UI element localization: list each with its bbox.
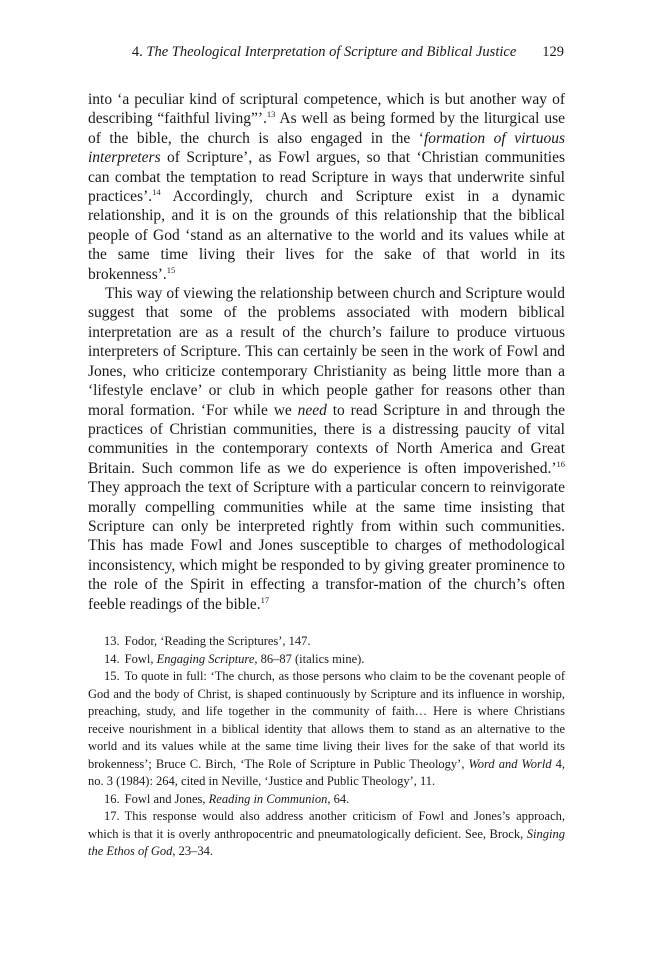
footnote-17: 17. This response would also address another criticism of Fowl and Jones’s approach, which is that it is overly anthropocentric and pneumatologically deficient. See, Brock, Singing the Ethos of God, 23–34.: [88, 809, 565, 858]
running-header: [88, 44, 564, 61]
chapter-title: The Theological Interpretation of Scripture and Biblical Justice: [146, 44, 517, 60]
footnote-14: 14. Fowl, Engaging Scripture, 86–87 (italics mine).: [104, 651, 365, 666]
footnotes: [88, 633, 565, 861]
footnote-ref-17: 17: [260, 594, 270, 605]
footnote-15: 15. To quote in full: ‘The church, as those persons who claim to be the covenant people of God and the body of Christ, is shaped continuously by Scripture and its influence in worship, preaching, study, and life together in the community of faith… Here is where Christians receive nourishment in a biblical identity that allows them to stand as an alternative to the world and its values while at the same time living their lives for the sake of that world its brokenness’; Bruce C. Birch, ‘The Role of Scripture in Public Theology’, Word and World 4, no. 3 (1984): 264, cited in Neville, ‘Justice and Public Theology’, 11.: [88, 669, 565, 788]
page-number: 129: [542, 44, 564, 60]
footnote-16: 16. Fowl and Jones, Reading in Communion, 64.: [104, 791, 350, 806]
footnote-ref-16: 16: [556, 458, 565, 469]
footnote-ref-13: 13: [266, 109, 276, 120]
paragraph-1: into ‘a peculiar kind of scriptural competence, which is but another way of describing “faithful living”’.$^{13}$ As well as being formed by the liturgical use of the bible, the church is also engaged in the ‘formation of virtuous interpreters of Scripture’, as Fowl argues, so that ‘Christian communities can combat the temptation to read Scripture in ways that underwrite sinful practices’.$^{14}$ Accordingly, church and Scripture exist in a dynamic relationship, and it is on the grounds of this relationship that the biblical people of God ‘stand as an alternative to the world and its values while at the same time living their lives for the sake of that world in its brokenness’.$^{15}$: [88, 91, 566, 283]
main-text: [88, 90, 565, 614]
footnote-13: 13. Fodor, ‘Reading the Scriptures’, 147.: [104, 634, 311, 648]
footnote-ref-15: 15: [166, 264, 176, 275]
paragraph-2: This way of viewing the relationship between church and Scripture would suggest that some of the problems associated with modern biblical interpretation are as a result of the church’s failure to produce virtuous interpreters of Scripture. This can certainly be seen in the work of Fowl and Jones, who criticize contemporary Christianity as being little more than a ‘lifestyle enclave’ or club in which people gather for reasons other than moral formation. ‘For while we need to read Scripture in and through the practices of Christian communities, there is a distressing paucity of vital communities in the contemporary contexts of North America and Great Britain. Such common life as we do experience is often impoverished.’$^{16}$ They approach the text of Scripture with a particular concern to reinvigorate morally compelling communities while at the same time insisting that Scripture can only be interpreted rightly from within such communities. This has made Fowl and Jones susceptible to charges of methodological inconsistency, which might be responded to by giving greater prominence to the role of the Spirit in effecting a transfor-mation of the church’s often feeble readings of the bible.$^{17}$: [88, 285, 565, 613]
chapter-number: 4.: [131, 44, 143, 60]
footnote-ref-14: 14: [152, 187, 161, 198]
